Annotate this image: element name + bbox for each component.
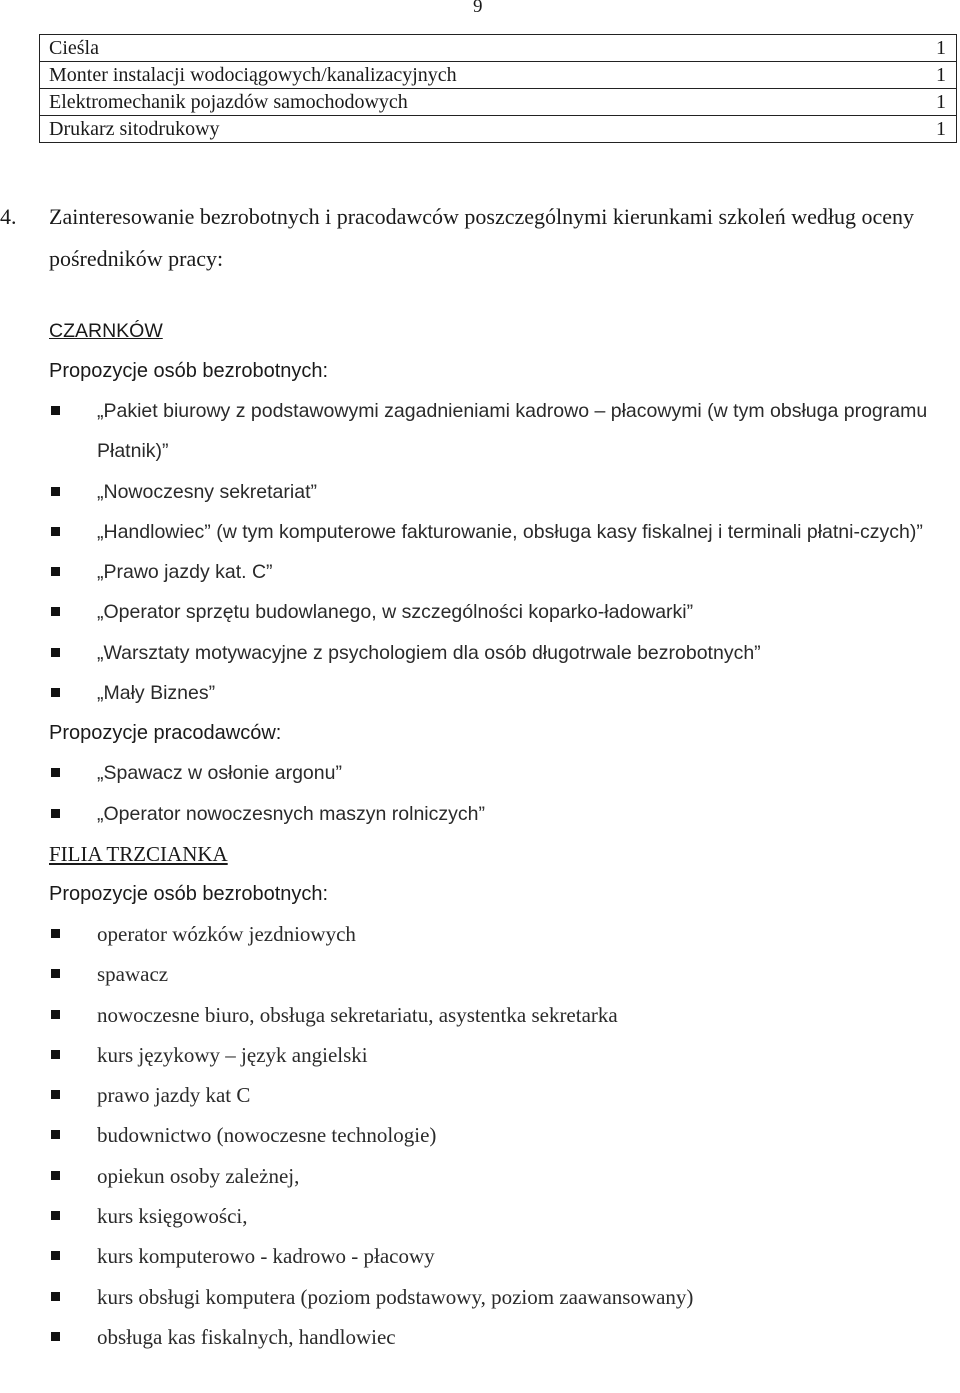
section-heading	[0, 196, 960, 280]
square-bullet-icon	[51, 1332, 60, 1341]
list-item-text: „Prawo jazdy kat. C”	[97, 561, 273, 584]
list-item-text: „Spawacz w osłonie argonu”	[97, 762, 342, 785]
square-bullet-icon	[51, 607, 60, 616]
list-item	[49, 552, 959, 592]
square-bullet-icon	[51, 567, 60, 576]
list-item-text: „Handlowiec” (w tym komputerowe fakturowanie, obsługa kasy fiskalnej i terminali płatni-czych)”	[97, 520, 923, 543]
czarnkow-unemployed-list	[49, 391, 959, 713]
list-item	[49, 1075, 959, 1115]
list-item-text: kurs komputerowo - kadrowo - płacowy	[97, 1244, 435, 1269]
list-item-text: nowoczesne biuro, obsługa sekretariatu, asystentka sekretarka	[97, 1002, 618, 1027]
content	[49, 311, 959, 1357]
list-item-text: kurs obsługi komputera (poziom podstawowy, poziom zaawansowany)	[97, 1284, 694, 1309]
list-item-text: opiekun osoby zależnej,	[97, 1163, 300, 1188]
list-item-text: „Operator sprzętu budowlanego, w szczególności koparko-ładowarki”	[97, 601, 694, 624]
list-item	[49, 1035, 959, 1075]
list-item	[49, 794, 959, 834]
square-bullet-icon	[51, 768, 60, 777]
list-item	[49, 1236, 959, 1276]
square-bullet-icon	[51, 1050, 60, 1059]
square-bullet-icon	[51, 1010, 60, 1019]
table-cell-name: Elektromechanik pojazdów samochodowych	[40, 89, 917, 116]
list-item	[49, 753, 959, 793]
list-item	[49, 995, 959, 1035]
list-item	[49, 1196, 959, 1236]
list-item-text: kurs językowy – język angielski	[97, 1042, 368, 1067]
square-bullet-icon	[51, 1251, 60, 1260]
square-bullet-icon	[51, 1171, 60, 1180]
table-cell-name: Cieśla	[40, 35, 917, 62]
list-item-text: kurs księgowości,	[97, 1204, 248, 1229]
list-item-text: operator wózków jezdniowych	[97, 921, 356, 946]
czarnkow-unemployed-heading: Propozycje osób bezrobotnych:	[49, 360, 329, 382]
list-item	[49, 1277, 959, 1317]
list-item	[49, 954, 959, 994]
list-item	[49, 512, 959, 552]
square-bullet-icon	[51, 527, 60, 536]
table-row	[40, 116, 957, 143]
table-cell-value: 1	[916, 62, 957, 89]
section-number: 4.	[0, 204, 17, 229]
list-item-text: „Operator nowoczesnych maszyn rolniczych”	[97, 802, 485, 825]
list-item-text: „Mały Biznes”	[97, 682, 216, 705]
czarnkow-employers-heading: Propozycje pracodawców:	[49, 722, 282, 745]
table-row	[40, 62, 957, 89]
list-item-text: obsługa kas fiskalnych, handlowiec	[97, 1324, 396, 1349]
trzcianka-unemployed-heading: Propozycje osób bezrobotnych:	[49, 882, 329, 905]
list-item-text: budownictwo (nowoczesne technologie)	[97, 1123, 437, 1148]
square-bullet-icon	[51, 929, 60, 938]
table-row	[40, 89, 957, 116]
list-item-text: „Nowoczesny sekretariat”	[97, 480, 317, 503]
table-cell-name: Drukarz sitodrukowy	[40, 116, 917, 143]
square-bullet-icon	[51, 1292, 60, 1301]
list-item	[49, 1156, 959, 1196]
list-item-text: „Pakiet biurowy z podstawowymi zagadnieniami kadrowo – płacowymi (w tym obsługa programu Płatnik)”	[97, 400, 928, 463]
trzcianka-title: FILIA TRZCIANKA	[49, 841, 228, 866]
list-item	[49, 633, 959, 673]
list-item-text: „Warsztaty motywacyjne z psychologiem dla osób długotrwale bezrobotnych”	[97, 641, 761, 664]
list-item	[49, 391, 959, 472]
list-item	[49, 472, 959, 512]
czarnkow-title: CZARNKÓW	[49, 320, 163, 342]
table-cell-value: 1	[916, 89, 957, 116]
square-bullet-icon	[51, 648, 60, 657]
square-bullet-icon	[51, 487, 60, 496]
occupations-table	[39, 34, 957, 143]
list-item-text: spawacz	[97, 962, 169, 987]
list-item	[49, 592, 959, 632]
table-row	[40, 35, 957, 62]
square-bullet-icon	[51, 969, 60, 978]
square-bullet-icon	[51, 809, 60, 818]
square-bullet-icon	[51, 406, 60, 415]
square-bullet-icon	[51, 688, 60, 697]
trzcianka-unemployed-list	[49, 914, 959, 1357]
table-cell-value: 1	[916, 116, 957, 143]
table-cell-name: Monter instalacji wodociągowych/kanalizacyjnych	[40, 62, 917, 89]
table-cell-value: 1	[916, 35, 957, 62]
list-item	[49, 1115, 959, 1155]
list-item	[49, 1317, 959, 1357]
list-item	[49, 673, 959, 713]
list-item-text: prawo jazdy kat C	[97, 1083, 251, 1108]
czarnkow-employers-list	[49, 753, 959, 834]
list-item	[49, 914, 959, 954]
square-bullet-icon	[51, 1130, 60, 1139]
section-title: Zainteresowanie bezrobotnych i pracodawców poszczególnymi kierunkami szkoleń według oceny pośredników pracy:	[49, 204, 915, 271]
square-bullet-icon	[51, 1211, 60, 1220]
square-bullet-icon	[51, 1090, 60, 1099]
page-number: 9	[473, 0, 483, 17]
